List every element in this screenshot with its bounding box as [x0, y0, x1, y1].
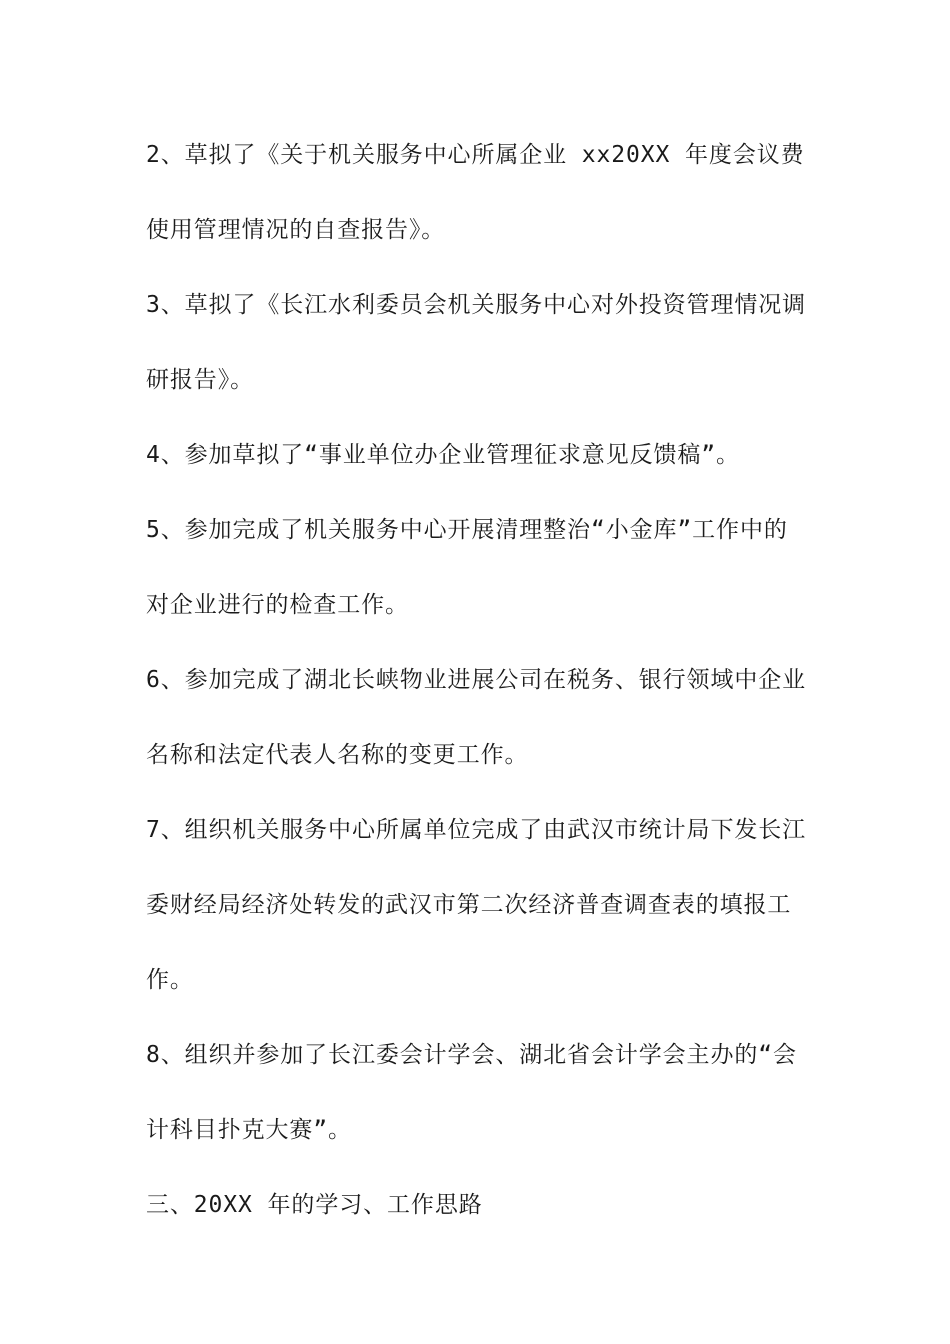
document-body: [146, 118, 808, 1243]
paragraph-item-7: 7、组织机关服务中心所属单位完成了由武汉市统计局下发长江委财经局经济处转发的武汉市第二次经济普查调查表的填报工作。: [146, 817, 807, 993]
paragraph-item-2: 2、草拟了《关于机关服务中心所属企业 xx20XX 年度会议费使用管理情况的自查报告》。: [146, 142, 805, 243]
paragraph-item-6: 6、参加完成了湖北长峡物业进展公司在税务、银行领域中企业名称和法定代表人名称的变更工作。: [146, 667, 807, 768]
section-heading-3: 三、20XX 年的学习、工作思路: [146, 1192, 483, 1218]
paragraph-item-4: 4、参加草拟了“事业单位办企业管理征求意见反馈稿”。: [146, 442, 740, 468]
paragraph-item-3: 3、草拟了《长江水利委员会机关服务中心对外投资管理情况调研报告》。: [146, 292, 807, 393]
paragraph-item-8: 8、组织并参加了长江委会计学会、湖北省会计学会主办的“会计科目扑克大赛”。: [146, 1042, 797, 1143]
paragraph-item-5: 5、参加完成了机关服务中心开展清理整治“小金库”工作中的对企业进行的检查工作。: [146, 517, 788, 618]
